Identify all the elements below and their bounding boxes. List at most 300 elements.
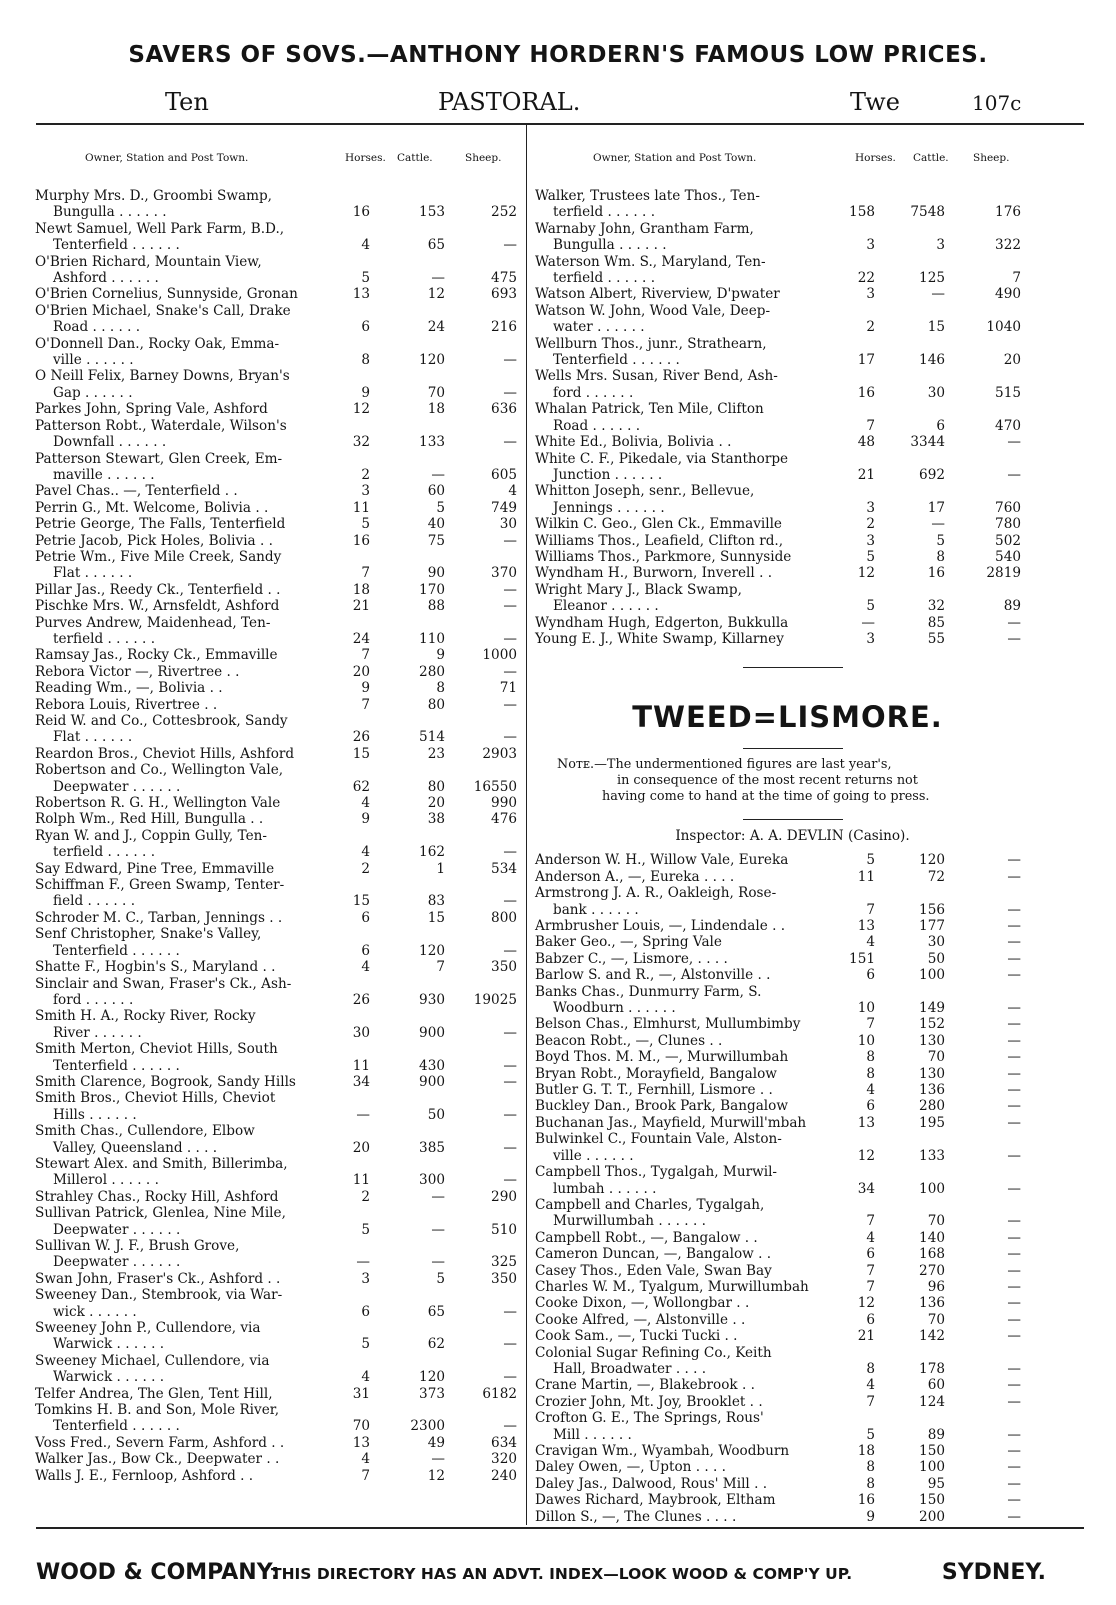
sheep-value: —	[1007, 1360, 1021, 1377]
entry-name-line: Warwick . . . . . .	[53, 1369, 165, 1386]
directory-entry	[35, 1238, 535, 1271]
tweed-entry-list	[535, 852, 1050, 1525]
horses-value: 48	[857, 434, 875, 451]
horses-value: 13	[857, 918, 875, 934]
horses-value: 8	[866, 1475, 875, 1492]
cattle-value: 17	[927, 499, 945, 516]
horses-value: 24	[352, 630, 370, 647]
entry-name-line: Strahley Chas., Rocky Hill, Ashford	[35, 1188, 279, 1205]
entry-name-line: Sinclair and Swan, Fraser's Ck., Ash-	[35, 975, 292, 992]
entry-name-line: Sweeney Michael, Cullendore, via	[35, 1352, 270, 1369]
sheep-value: 176	[995, 204, 1021, 221]
horses-value: 3	[361, 483, 370, 500]
directory-entry	[535, 286, 1050, 302]
cattle-value: 195	[919, 1114, 945, 1131]
entry-name-line: Wyndham H., Burworn, Inverell . .	[535, 565, 773, 582]
directory-entry	[35, 549, 535, 582]
sheep-value: 370	[491, 565, 517, 582]
cattle-value: 146	[919, 352, 945, 369]
horses-header: Horses.	[855, 152, 896, 164]
horses-value: 11	[352, 1172, 370, 1189]
cattle-value: 136	[919, 1295, 945, 1312]
cattle-value: 7548	[910, 204, 945, 221]
section-divider	[743, 819, 843, 820]
entry-name-line: ford . . . . . .	[53, 991, 134, 1008]
horses-value: 7	[361, 565, 370, 582]
horses-value: 6	[361, 1303, 370, 1320]
entry-name-line: Armbrusher Louis, —, Lindendale . .	[535, 918, 786, 934]
entry-name-line: Schroder M. C., Tarban, Jennings . .	[35, 909, 283, 926]
directory-entry	[535, 1197, 1050, 1230]
cattle-value: 200	[919, 1508, 945, 1525]
cattle-value: 120	[419, 942, 445, 959]
directory-entry	[35, 1074, 535, 1090]
directory-entry	[535, 1033, 1050, 1049]
sheep-value: —	[503, 663, 517, 680]
horses-value: 6	[866, 1246, 875, 1263]
cattle-value: 85	[927, 614, 945, 631]
directory-entry	[535, 1476, 1050, 1492]
cattle-value: 60	[427, 483, 445, 500]
directory-entry	[535, 1066, 1050, 1082]
cattle-value: 95	[927, 1475, 945, 1492]
entry-name-line: Junction . . . . . .	[553, 466, 663, 483]
directory-entry	[35, 877, 535, 910]
cattle-value: 70	[927, 1213, 945, 1230]
directory-entry	[35, 762, 535, 795]
cattle-value: 23	[427, 745, 445, 762]
sheep-value: 800	[491, 909, 517, 926]
entry-name-line: Whitton Joseph, senr., Bellevue,	[535, 483, 755, 500]
entry-name-line: O Neill Felix, Barney Downs, Bryan's	[35, 368, 290, 385]
horses-value: 12	[857, 1295, 875, 1312]
sheep-value: 780	[995, 516, 1021, 533]
cattle-value: 7	[436, 959, 445, 976]
cattle-value: 18	[427, 401, 445, 418]
sheep-value: —	[1007, 434, 1021, 451]
directory-entry	[35, 188, 535, 221]
entry-name-line: River . . . . . .	[53, 1024, 142, 1041]
cattle-value: 385	[419, 1139, 445, 1156]
cattle-value: 96	[927, 1278, 945, 1295]
sheep-value: —	[1007, 1032, 1021, 1049]
entry-name-line: Murphy Mrs. D., Groombi Swamp,	[35, 188, 272, 204]
cattle-value: 280	[419, 663, 445, 680]
owner-header: Owner, Station and Post Town.	[85, 152, 249, 164]
cattle-value: 72	[927, 868, 945, 885]
horses-value: 16	[352, 204, 370, 221]
entry-name-line: Cooke Alfred, —, Alstonville . .	[535, 1311, 746, 1328]
directory-entry	[535, 254, 1050, 287]
horses-value: 5	[866, 548, 875, 565]
horses-value: 5	[361, 516, 370, 533]
section-divider	[743, 667, 843, 668]
right-column-header	[535, 128, 1050, 168]
horses-value: 8	[866, 1360, 875, 1377]
directory-entry	[535, 483, 1050, 516]
horses-value: 31	[352, 1385, 370, 1402]
cattle-value: 3344	[910, 434, 945, 451]
directory-entry	[535, 516, 1050, 532]
entry-name-line: Sullivan W. J. F., Brush Grove,	[35, 1238, 240, 1254]
sheep-value: —	[1007, 1508, 1021, 1525]
sheep-value: —	[503, 1418, 517, 1435]
horses-header: Horses.	[345, 152, 386, 164]
directory-entry	[35, 516, 535, 532]
entry-name-line: field . . . . . .	[53, 893, 136, 910]
horses-value: 26	[352, 991, 370, 1008]
cattle-value: 75	[427, 532, 445, 549]
cattle-value: 20	[427, 795, 445, 812]
horses-value: —	[861, 614, 875, 631]
entry-name-line: Petrie George, The Falls, Tenterfield	[35, 516, 286, 533]
entry-name-line: Downfall . . . . . .	[53, 434, 167, 451]
directory-entry	[535, 401, 1050, 434]
sheep-value: 1000	[482, 647, 517, 664]
entry-name-line: Tenterfield . . . . . .	[553, 352, 680, 369]
sheep-value: —	[1007, 1246, 1021, 1263]
note-line: having come to hand at the time of going to press.	[602, 789, 930, 805]
directory-entry	[35, 1271, 535, 1287]
sheep-value: 1040	[986, 319, 1021, 336]
section-title: TWEED=LISMORE.	[632, 700, 943, 735]
horses-value: 3	[866, 286, 875, 303]
sheep-value: —	[1007, 1229, 1021, 1246]
horses-value: 32	[352, 434, 370, 451]
sheep-value: 322	[995, 237, 1021, 254]
cattle-value: —	[431, 1254, 445, 1271]
entry-name-line: Reading Wm., —, Bolivia . .	[35, 680, 223, 697]
horses-value: 8	[866, 1459, 875, 1476]
entry-name-line: Banks Chas., Dunmurry Farm, S.	[535, 983, 762, 1000]
sheep-value: 749	[491, 499, 517, 516]
cattle-value: 5	[436, 499, 445, 516]
horses-value: 7	[866, 1393, 875, 1410]
directory-entry	[535, 582, 1050, 615]
entry-name-line: Anderson W. H., Willow Vale, Eureka	[535, 852, 789, 869]
entry-name-line: Murwillumbah . . . . . .	[553, 1213, 706, 1230]
horses-value: 2	[361, 860, 370, 877]
sheep-value: —	[1007, 901, 1021, 918]
cattle-value: 88	[427, 598, 445, 615]
cattle-value: 133	[419, 434, 445, 451]
horses-value: 7	[866, 417, 875, 434]
sheep-value: —	[503, 630, 517, 647]
directory-entry	[35, 1451, 535, 1467]
entry-name-line: Reid W. and Co., Cottesbrook, Sandy	[35, 713, 288, 729]
directory-entry	[35, 1041, 535, 1074]
cattle-value: 300	[419, 1172, 445, 1189]
entry-name-line: Telfer Andrea, The Glen, Tent Hill,	[35, 1385, 273, 1402]
entry-name-line: Patterson Robt., Waterdale, Wilson's	[35, 417, 287, 434]
header-left-word: Ten	[165, 88, 209, 116]
cattle-value: 120	[419, 1369, 445, 1386]
entry-name-line: Young E. J., White Swamp, Killarney	[535, 630, 784, 647]
horses-value: 13	[857, 1114, 875, 1131]
entry-name-line: Campbell and Charles, Tygalgah,	[535, 1196, 765, 1213]
sheep-value: 476	[491, 811, 517, 828]
horses-value: 16	[857, 384, 875, 401]
cattle-value: 100	[919, 967, 945, 984]
entry-name-line: Road . . . . . .	[553, 417, 641, 434]
sheep-value: —	[1007, 852, 1021, 869]
directory-entry	[35, 976, 535, 1009]
sheep-value: 540	[995, 548, 1021, 565]
sheep-value: —	[503, 893, 517, 910]
horses-value: 3	[866, 237, 875, 254]
horses-value: 9	[361, 811, 370, 828]
horses-value: 9	[866, 1508, 875, 1525]
cattle-value: 12	[427, 1467, 445, 1484]
entry-name-line: Ryan W. and J., Coppin Gully, Ten-	[35, 827, 267, 844]
horses-value: 20	[352, 1139, 370, 1156]
horses-value: 6	[361, 942, 370, 959]
entry-name-line: Casey Thos., Eden Vale, Swan Bay	[535, 1262, 772, 1279]
cattle-value: 65	[427, 1303, 445, 1320]
directory-entry	[35, 1468, 535, 1484]
directory-entry	[535, 549, 1050, 565]
directory-entry	[535, 918, 1050, 934]
sheep-value: —	[1007, 1000, 1021, 1017]
entry-name-line: Cravigan Wm., Wyambah, Woodburn	[535, 1443, 790, 1459]
sheep-value: —	[1007, 1492, 1021, 1509]
entry-name-line: Crozier John, Mt. Joy, Brooklet . .	[535, 1393, 763, 1410]
sheep-value: 89	[1003, 598, 1021, 615]
cattle-value: 270	[919, 1262, 945, 1279]
sheep-value: —	[503, 237, 517, 254]
horses-value: 151	[849, 950, 875, 967]
horses-value: 6	[866, 967, 875, 984]
entry-name-line: O'Donnell Dan., Rocky Oak, Emma-	[35, 335, 280, 352]
directory-entry	[535, 451, 1050, 484]
sheep-value: —	[503, 1303, 517, 1320]
entry-name-line: Pillar Jas., Reedy Ck., Tenterfield . .	[35, 581, 281, 598]
directory-entry	[35, 451, 535, 484]
directory-entry	[35, 615, 535, 648]
sheep-value: 290	[491, 1188, 517, 1205]
directory-entry	[35, 811, 535, 827]
directory-entry	[535, 533, 1050, 549]
sheep-value: 350	[491, 1270, 517, 1287]
entry-name-line: O'Brien Cornelius, Sunnyside, Gronan	[35, 286, 298, 303]
cattle-value: 32	[927, 598, 945, 615]
cattle-value: 692	[919, 466, 945, 483]
entry-name-line: Petrie Jacob, Pick Holes, Bolivia . .	[35, 532, 273, 549]
sheep-value: 252	[491, 204, 517, 221]
cattle-value: 178	[919, 1360, 945, 1377]
horses-value: 34	[352, 1073, 370, 1090]
sheep-value: 4	[508, 483, 517, 500]
cattle-value: 156	[919, 901, 945, 918]
cattle-value: 83	[427, 893, 445, 910]
entry-name-line: Warwick . . . . . .	[53, 1336, 165, 1353]
cattle-value: 120	[419, 352, 445, 369]
entry-name-line: Babzer C., —, Lismore, . . . .	[535, 950, 728, 967]
entry-name-line: Wyndham Hugh, Edgerton, Bukkulla	[535, 614, 789, 631]
sheep-value: —	[1007, 1295, 1021, 1312]
directory-entry	[535, 1459, 1050, 1475]
horses-value: 18	[857, 1443, 875, 1459]
horses-value: 10	[857, 1000, 875, 1017]
sheep-value: —	[1007, 1180, 1021, 1197]
horses-value: 11	[352, 499, 370, 516]
cattle-value: 152	[919, 1016, 945, 1033]
sheep-value: 30	[499, 516, 517, 533]
entry-name-line: Ashford . . . . . .	[53, 270, 159, 287]
cattle-value: 100	[919, 1180, 945, 1197]
cattle-value: 900	[419, 1073, 445, 1090]
sheep-value: 325	[491, 1254, 517, 1271]
directory-entry	[535, 1295, 1050, 1311]
sheep-value: —	[1007, 1328, 1021, 1345]
sheep-value: —	[1007, 1443, 1021, 1459]
entry-name-line: Cooke Dixon, —, Wollongbar . .	[535, 1295, 750, 1312]
sheep-value: 71	[499, 680, 517, 697]
directory-entry	[535, 1394, 1050, 1410]
owner-header: Owner, Station and Post Town.	[593, 152, 757, 164]
cattle-value: 8	[436, 680, 445, 697]
entry-name-line: Rebora Victor —, Rivertree . .	[35, 663, 240, 680]
entry-name-line: maville . . . . . .	[53, 466, 155, 483]
sheep-value: —	[503, 1172, 517, 1189]
entry-name-line: Pavel Chas.. —, Tenterfield . .	[35, 483, 238, 500]
horses-value: 4	[866, 1377, 875, 1394]
sheep-value: —	[1007, 1082, 1021, 1099]
entry-name-line: Tenterfield . . . . . .	[53, 942, 180, 959]
sheep-value: —	[1007, 1262, 1021, 1279]
directory-entry	[35, 368, 535, 401]
directory-entry	[535, 368, 1050, 401]
horses-value: 12	[352, 401, 370, 418]
cattle-value: 40	[427, 516, 445, 533]
entry-name-line: Tenterfield . . . . . .	[53, 237, 180, 254]
entry-name-line: Gap . . . . . .	[53, 384, 133, 401]
left-column-header	[35, 128, 535, 168]
entry-name-line: Daley Jas., Dalwood, Rous' Mill . .	[535, 1475, 768, 1492]
directory-entry	[35, 1156, 535, 1189]
cattle-value: 50	[927, 950, 945, 967]
directory-entry	[35, 1008, 535, 1041]
entry-name-line: ville . . . . . .	[53, 352, 134, 369]
entry-name-line: Ramsay Jas., Rocky Ck., Emmaville	[35, 647, 278, 664]
cattle-value: 136	[919, 1082, 945, 1099]
directory-entry	[535, 1492, 1050, 1508]
horses-value: 2	[361, 466, 370, 483]
entry-name-line: Patterson Stewart, Glen Creek, Em-	[35, 450, 283, 467]
entry-name-line: Flat . . . . . .	[53, 729, 133, 746]
horses-value: 26	[352, 729, 370, 746]
horses-value: 62	[352, 778, 370, 795]
entry-name-line: O'Brien Richard, Mountain View,	[35, 253, 262, 270]
cattle-value: 177	[919, 918, 945, 934]
sheep-value: —	[1007, 1377, 1021, 1394]
sheep-value: —	[503, 1073, 517, 1090]
cattle-value: 130	[919, 1065, 945, 1082]
horses-value: 4	[361, 237, 370, 254]
entry-name-line: Purves Andrew, Maidenhead, Ten-	[35, 614, 271, 631]
entry-name-line: Walker Jas., Bow Ck., Deepwater . .	[35, 1451, 280, 1468]
sheep-value: —	[503, 1369, 517, 1386]
sheep-value: —	[503, 384, 517, 401]
horses-value: 11	[857, 868, 875, 885]
horses-value: 7	[361, 647, 370, 664]
directory-entry	[35, 746, 535, 762]
horses-value: 3	[866, 532, 875, 549]
sheep-value: —	[1007, 1016, 1021, 1033]
entry-name-line: Watson W. John, Wood Vale, Deep-	[535, 302, 771, 319]
sheep-value: —	[1007, 1065, 1021, 1082]
sheep-value: —	[503, 581, 517, 598]
entry-name-line: Perrin G., Mt. Welcome, Bolivia . .	[35, 499, 269, 516]
page-header	[150, 88, 1030, 118]
entry-name-line: Sweeney Dan., Stembrook, via War-	[35, 1287, 283, 1304]
directory-entry	[535, 1443, 1050, 1459]
entry-name-line: Williams Thos., Parkmore, Sunnyside	[535, 548, 792, 565]
entry-name-line: Hills . . . . . .	[53, 1106, 137, 1123]
directory-entry	[35, 533, 535, 549]
entry-name-line: Robertson and Co., Wellington Vale,	[35, 762, 284, 779]
advertising-banner: SAVERS OF SOVS.—ANTHONY HORDERN'S FAMOUS LOW PRICES.	[128, 42, 988, 68]
directory-entry	[35, 1123, 535, 1156]
entry-name-line: Hall, Broadwater . . . .	[553, 1360, 707, 1377]
horses-value: 6	[866, 1098, 875, 1115]
sheep-value: —	[503, 532, 517, 549]
sheep-value: —	[1007, 466, 1021, 483]
horses-value: 16	[352, 532, 370, 549]
cattle-header: Cattle.	[913, 152, 949, 164]
sheep-value: —	[503, 1336, 517, 1353]
sheep-value: 490	[995, 286, 1021, 303]
sheep-value: 19025	[473, 991, 517, 1008]
entry-name-line: Deepwater . . . . . .	[53, 1221, 181, 1238]
entry-name-line: Shatte F., Hogbin's S., Maryland . .	[35, 959, 276, 976]
sheep-value: —	[1007, 1393, 1021, 1410]
cattle-value: 8	[936, 548, 945, 565]
horses-value: 9	[361, 680, 370, 697]
entry-name-line: Cook Sam., —, Tucki Tucki . .	[535, 1328, 738, 1345]
horses-value: 7	[866, 1262, 875, 1279]
cattle-value: 1	[436, 860, 445, 877]
cattle-value: 2300	[410, 1418, 445, 1435]
cattle-header: Cattle.	[397, 152, 433, 164]
sheep-value: 534	[491, 860, 517, 877]
cattle-value: 30	[927, 384, 945, 401]
sheep-value: —	[503, 844, 517, 861]
entry-name-line: Bungulla . . . . . .	[53, 204, 167, 221]
entry-name-line: Charles W. M., Tyalgum, Murwillumbah	[535, 1278, 809, 1295]
horses-value: 5	[361, 1336, 370, 1353]
directory-entry	[535, 1328, 1050, 1344]
entry-name-line: Walls J. E., Fernloop, Ashford . .	[35, 1467, 254, 1484]
sheep-header: Sheep.	[973, 152, 1010, 164]
horses-value: 3	[866, 630, 875, 647]
directory-entry	[35, 647, 535, 663]
directory-entry	[535, 1049, 1050, 1065]
cattle-value: 124	[919, 1393, 945, 1410]
left-entry-list	[35, 188, 535, 1484]
cattle-value: 89	[927, 1426, 945, 1443]
horses-value: —	[356, 1106, 370, 1123]
entry-name-line: White C. F., Pikedale, via Stanthorpe	[535, 450, 789, 467]
directory-entry	[35, 1435, 535, 1451]
cattle-value: 30	[927, 934, 945, 951]
sheep-value: —	[1007, 918, 1021, 934]
horses-value: 30	[352, 1024, 370, 1041]
entry-name-line: Robertson R. G. H., Wellington Vale	[35, 795, 281, 812]
sheep-value: —	[503, 696, 517, 713]
sheep-value: 515	[995, 384, 1021, 401]
entry-name-line: Wellburn Thos., junr., Strathearn,	[535, 335, 767, 352]
